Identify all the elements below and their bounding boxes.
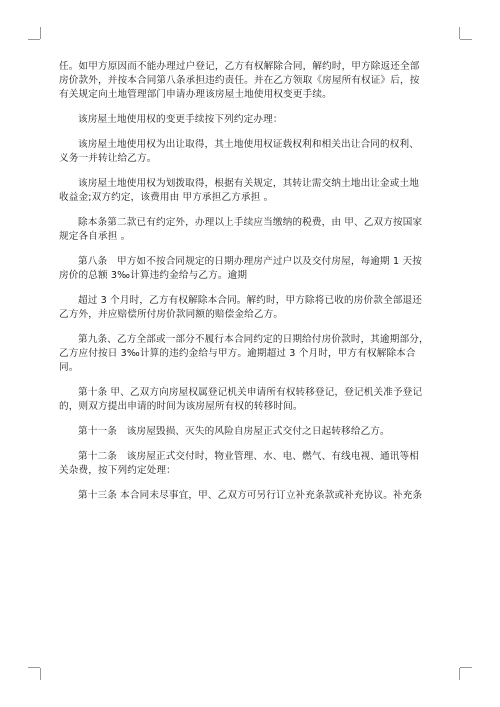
text-line: 规定各自承担 。 (59, 231, 131, 242)
text-line: 该房屋土地使用权的变更手续按下列约定办理： (78, 114, 283, 125)
paragraph (59, 138, 443, 166)
text-line: 的，则双方提出申请的时间为该房屋所有权的转移时间。 (59, 401, 303, 412)
text-line: 乙方应付按日 3‰计算的违约金给与甲方。逾期超过 3 个月时，甲方有权解除本合 (59, 348, 416, 359)
text-line: 房价的总额 3‰计算违约金给与乙方。逾期 (59, 270, 248, 281)
paragraph (59, 386, 443, 414)
text-line: 关杂费，按下列约定处理： (59, 465, 176, 476)
text-line: 超过 3 个月时，乙方有权解除本合同。解约时，甲方除将已收的房价款全部退还 (78, 295, 422, 306)
text-line: 该房屋土地使用权为出让取得，其土地使用权证载权利和相关出让合同的权利、 (78, 139, 420, 150)
paragraph (59, 113, 443, 127)
crop-mark-bottom-left-vertical (40, 668, 41, 680)
paragraph (59, 425, 443, 439)
document-body (59, 60, 443, 514)
crop-mark-bottom-right-vertical (459, 668, 460, 680)
paragraph (59, 177, 443, 205)
text-line: 任。如甲方原因而不能办理过户登记，乙方有权解除合同，解约时，甲方除返还全部 (59, 61, 420, 72)
text-line: 该房屋土地使用权为划拨取得，根据有关规定，其转让需交纳土地出让金或土地 (78, 178, 420, 189)
text-line: 第八条 甲方如不按合同规定的日期办理房产过户以及交付房屋，每逾期 1 天按 (78, 256, 422, 267)
text-line: 第九条、乙方全部或一部分不履行本合同约定的日期给付房价款时，其逾期部分， (78, 334, 429, 345)
text-line: 第十三条 本合同未尽事宜，甲、乙双方可另行订立补充条款或补充协议。补充条 (78, 490, 423, 501)
text-line: 同。 (59, 362, 79, 373)
crop-mark-top-left-horizontal (28, 39, 40, 40)
paragraph (59, 450, 443, 478)
text-line: 除本条第二款已有约定外，办理以上手续应当缴纳的税费，由 甲、乙双方按国家 (78, 217, 423, 228)
text-line: 收益金;双方约定，该费用由 甲方承担乙方承担 。 (59, 192, 274, 203)
paragraph (59, 255, 443, 283)
text-line: 义务一并转让给乙方。 (59, 153, 157, 164)
text-line: 第十条 甲、乙双方向房屋权属登记机关申请所有权转移登记，登记机关准予登记 (78, 387, 423, 398)
paragraph (59, 60, 443, 102)
text-line: 乙方外，并应赔偿所付房价款同额的赔偿金给乙方。 (59, 309, 284, 320)
crop-mark-bottom-right-horizontal (460, 667, 472, 668)
text-line: 有关规定向土地管理部门申请办理该房屋土地使用权变更手续。 (59, 89, 332, 100)
text-line: 第十二条 该房屋正式交付时，物业管理、水、电、燃气、有线电视、通讯等相 (78, 451, 420, 462)
paragraph (59, 216, 443, 244)
paragraph (59, 294, 443, 322)
paragraph (59, 333, 443, 375)
crop-mark-top-right-horizontal (460, 39, 472, 40)
text-line: 房价款外，并按本合同第八条承担违约责任。并在乙方领取《房屋所有权证》后，按 (59, 75, 420, 86)
crop-mark-bottom-left-horizontal (28, 667, 40, 668)
paragraph (59, 489, 443, 503)
text-line: 第十一条 该房屋毁损、灭失的风险自房屋正式交付之日起转移给乙方。 (78, 426, 390, 437)
crop-mark-top-left-vertical (40, 27, 41, 39)
crop-mark-top-right-vertical (459, 27, 460, 39)
